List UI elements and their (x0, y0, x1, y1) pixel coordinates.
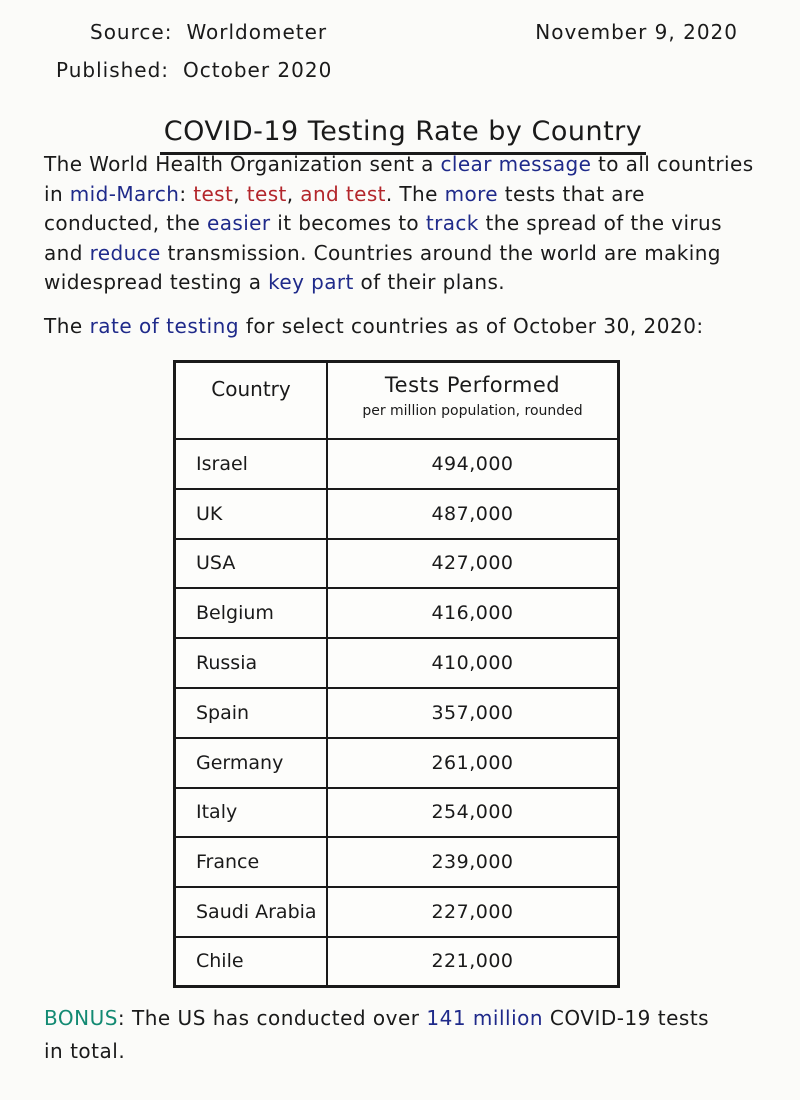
intro-text: the spread of the virus and (44, 211, 722, 265)
source-label: Source: (90, 20, 173, 44)
rate-highlight: rate of testing (89, 314, 240, 338)
intro-text: : (179, 181, 194, 206)
tests-per-million-cell: 239,000 (327, 837, 617, 887)
table-row (176, 539, 617, 589)
source-line (90, 20, 327, 44)
table-row (176, 837, 617, 887)
column-header-tests (327, 363, 617, 439)
table-row (176, 638, 617, 688)
page-title: COVID-19 Testing Rate by Country (160, 116, 646, 155)
table-row (176, 439, 617, 489)
intro-test-highlight: test (246, 181, 287, 206)
bonus-highlight: 141 million (426, 1006, 544, 1030)
country-cell: Spain (176, 688, 327, 738)
country-cell: UK (176, 489, 327, 539)
column-header-tests-subtitle: per million population, rounded (362, 403, 583, 419)
country-cell: Israel (176, 439, 327, 489)
country-cell: Saudi Arabia (176, 887, 327, 937)
tests-per-million-cell: 487,000 (327, 489, 617, 539)
column-header-tests-title: Tests Performed (384, 373, 561, 397)
intro-text: , (233, 181, 247, 206)
intro-highlight: more (444, 181, 498, 206)
intro-text: it becomes to (270, 211, 426, 235)
rate-suffix: for select countries as of October 30, 2020: (239, 314, 704, 338)
tests-per-million-cell: 261,000 (327, 738, 617, 788)
table-row (176, 887, 617, 937)
tests-per-million-cell: 227,000 (327, 887, 617, 937)
published-value: October 2020 (183, 58, 333, 82)
intro-text: The World Health Organization sent a (44, 152, 441, 176)
table-intro-line (44, 314, 764, 338)
table-row (176, 489, 617, 539)
country-cell: France (176, 837, 327, 887)
table-row (176, 588, 617, 638)
intro-highlight: clear message (440, 152, 592, 176)
intro-highlight: key part (268, 270, 354, 294)
tests-per-million-cell: 427,000 (327, 539, 617, 589)
source-value: Worldometer (186, 20, 328, 44)
tests-per-million-cell: 416,000 (327, 588, 617, 638)
country-cell: Italy (176, 788, 327, 838)
table-row (176, 738, 617, 788)
intro-test-highlight: test (193, 181, 234, 206)
tests-per-million-cell: 254,000 (327, 788, 617, 838)
country-cell: Germany (176, 738, 327, 788)
country-cell: Chile (176, 937, 327, 985)
tests-per-million-cell: 494,000 (327, 439, 617, 489)
intro-highlight: mid-March (69, 181, 180, 206)
published-label: Published: (56, 58, 170, 82)
table-row (176, 788, 617, 838)
testing-rate-table (176, 363, 617, 985)
tests-per-million-cell: 410,000 (327, 638, 617, 688)
table-row (176, 937, 617, 985)
table-row (176, 688, 617, 738)
tests-per-million-cell: 221,000 (327, 937, 617, 985)
intro-text: transmission. Countries around the world are making widespread testing a (44, 240, 721, 294)
intro-text: . The (385, 181, 445, 206)
column-header-country: Country (176, 363, 327, 439)
bonus-label: BONUS (44, 1006, 118, 1030)
intro-paragraph (44, 150, 764, 298)
table-header-row (176, 363, 617, 439)
country-cell: USA (176, 539, 327, 589)
document-date: November 9, 2020 (535, 20, 738, 44)
rate-prefix: The (44, 314, 90, 338)
intro-highlight: reduce (89, 240, 161, 265)
intro-text: of their plans. (353, 270, 506, 294)
intro-highlight: easier (207, 211, 271, 235)
testing-table-frame (173, 360, 620, 988)
bonus-note (44, 1002, 724, 1068)
intro-text: , (286, 181, 301, 206)
intro-test-highlight: and test (300, 181, 386, 206)
country-cell: Russia (176, 638, 327, 688)
bonus-text: COVID-19 tests in total. (44, 1006, 710, 1063)
country-cell: Belgium (176, 588, 327, 638)
tests-per-million-cell: 357,000 (327, 688, 617, 738)
intro-text: tests that are conducted, the (44, 181, 645, 235)
published-line (56, 58, 332, 82)
intro-highlight: track (425, 211, 479, 235)
intro-text: to all countries in (44, 152, 754, 206)
bonus-text: : The US has conducted over (117, 1006, 427, 1030)
